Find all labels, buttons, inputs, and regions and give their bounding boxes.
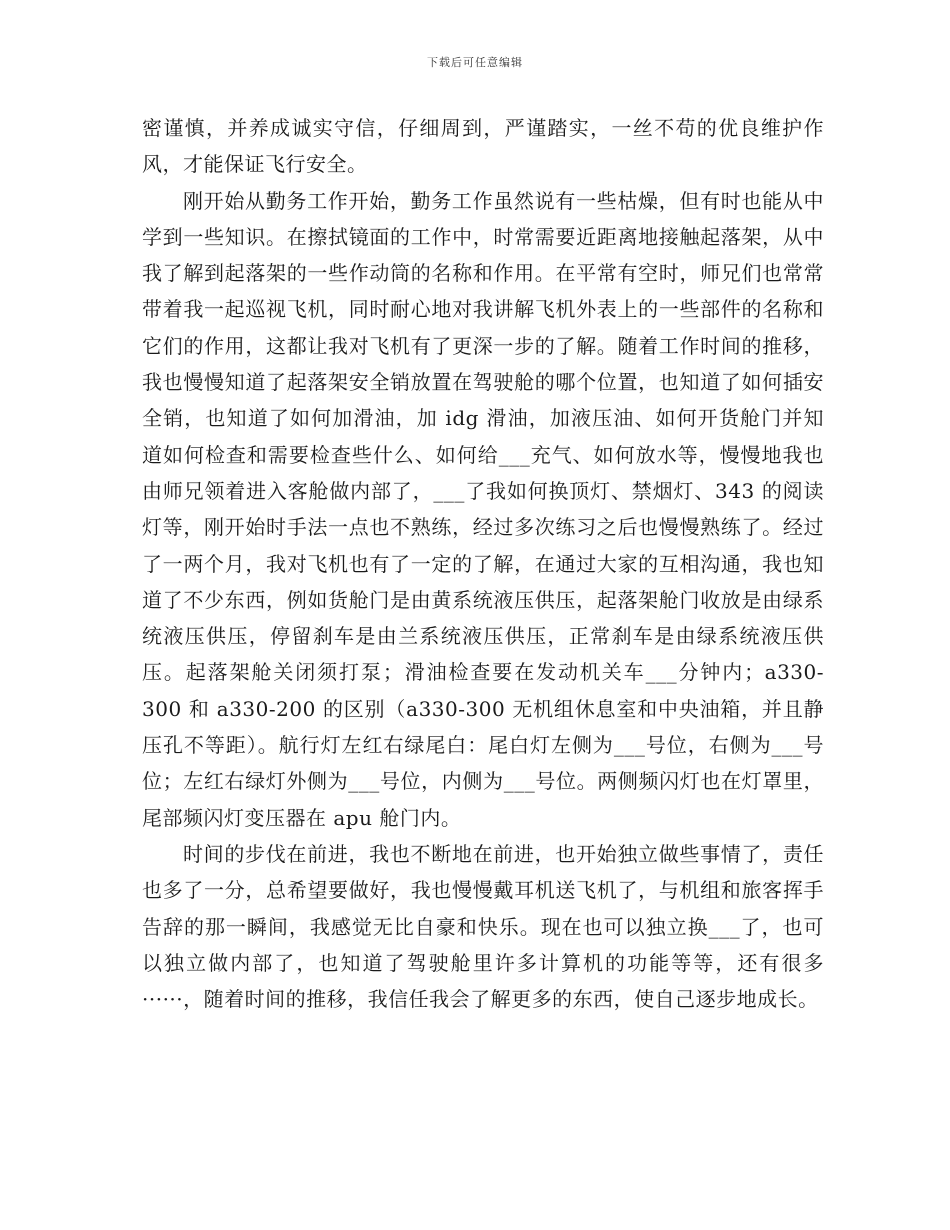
paragraph-3: 时间的步伐在前进，我也不断地在前进，也开始独立做些事情了，责任也多了一分，总希望要做好，我也慢慢戴耳机送飞机了，与机组和旅客挥手告辞的那一瞬间，我感觉无比自豪和快乐。现在也可以独立换___了，也可以独立做内部了，也知道了驾驶舱里许多计算机的功能等等，还有很多······，随着时间的推移，我信任我会了解更多的东西，使自己逐步地成长。 [142,841,824,1012]
paragraph-1: 密谨慎，并养成诚实守信，仔细周到，严谨踏实，一丝不苟的优良维护作风，才能保证飞行安全。 [142,116,824,177]
page-header: 下载后可任意编辑 [427,56,523,69]
paragraph-2: 刚开始从勤务工作开始，勤务工作虽然说有一些枯燥，但有时也能从中学到一些知识。在擦拭镜面的工作中，时常需要近距离地接触起落架，从中我了解到起落架的一些作动筒的名称和作用。在平常有空时，师兄们也常常带着我一起巡视飞机，同时耐心地对我讲解飞机外表上的一些部件的名称和它们的作用，这都让我对飞机有了更深一步的了解。随着工作时间的推移，我也慢慢知道了起落架安全销放置在驾驶舱的哪个位置，也知道了如何插安全销，也知道了如何加滑油，加 idg 滑油，加液压油、如何开货舱门并知道如何检查和需要检查些什么、如何给___充气、如何放水等，慢慢地我也由师兄领着进入客舱做内部了，___了我如何换顶灯、禁烟灯、343 的阅读灯等，刚开始时手法一点也不熟练，经过多次练习之后也慢慢熟练了。经过了一两个月，我对飞机也有了一定的了解，在通过大家的互相沟通，我也知道了不少东西，例如货舱门是由黄系统液压供压，起落架舱门收放是由绿系统液压供压，停留刹车是由兰系统液压供压，正常刹车是由绿系统液压供压。起落架舱关闭须打泵；滑油检查要在发动机关车___分钟内；a330-300 和 a330-200 的区别（a330-300 无机组休息室和中央油箱，并且静压孔不等距）。航行灯左红右绿尾白：尾白灯左侧为___号位，右侧为___号位；左红右绿灯外侧为___号位，内侧为___号位。两侧频闪灯也在灯罩里，尾部频闪灯变压器在 apu 舱门内。 [142,188,824,830]
document-body [142,110,824,1017]
